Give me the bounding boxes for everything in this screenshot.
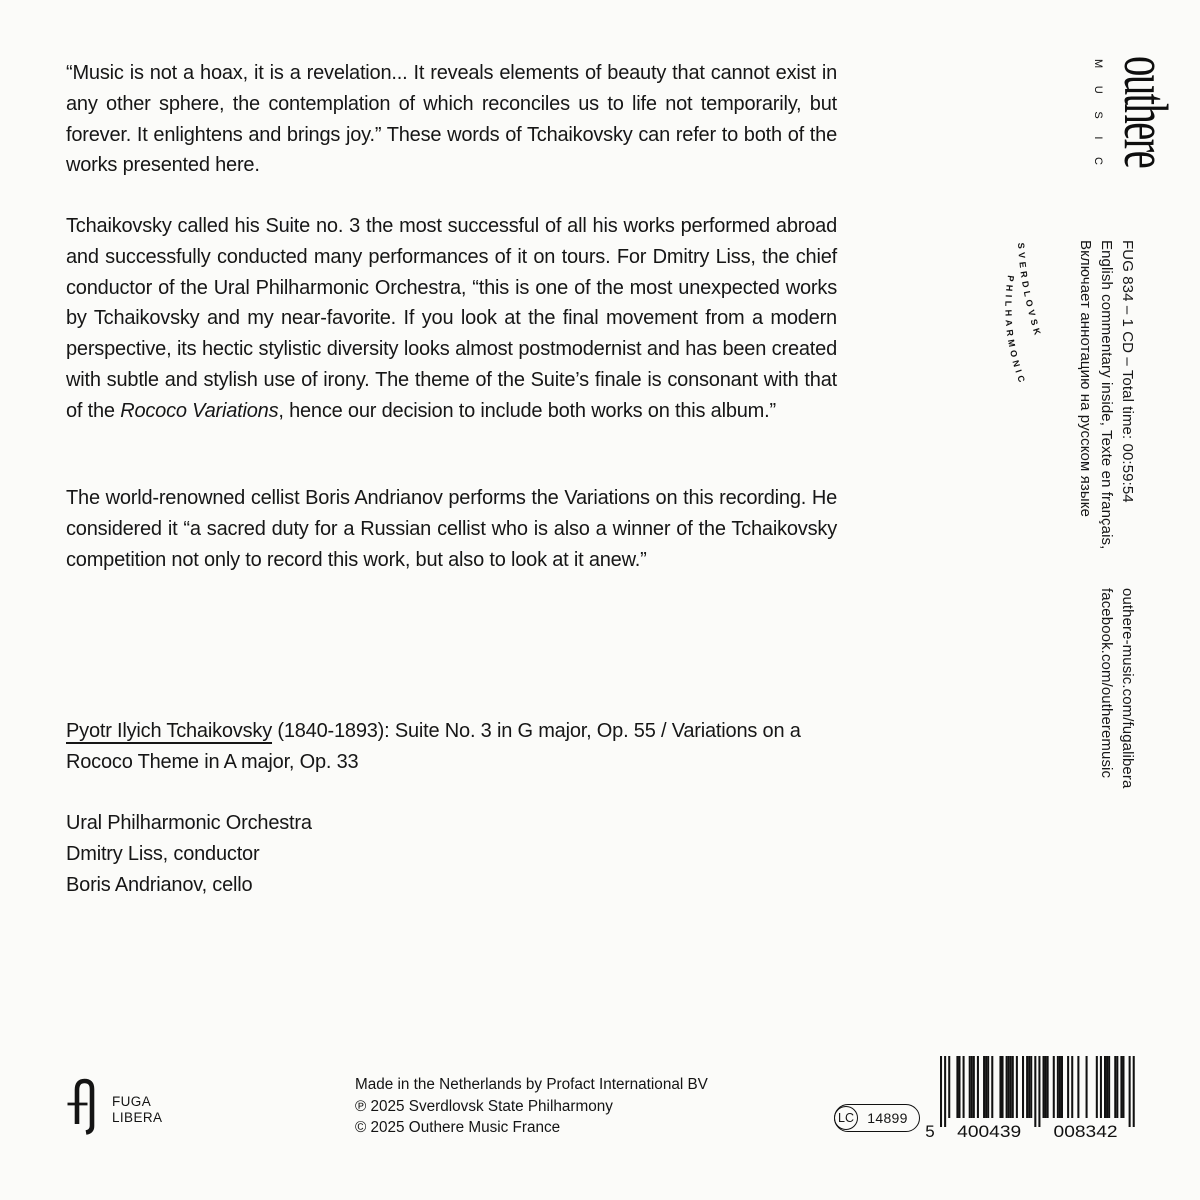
lc-code: LC [838,1111,854,1125]
suite-paragraph [66,211,837,427]
outhere-music-logo [1088,56,1179,216]
music-letter-i: I [1092,136,1104,140]
music-letter-s: S [1092,111,1104,119]
made-in-line: Made in the Netherlands by Profact International BV [355,1076,708,1093]
lc-number: 14899 [867,1110,908,1126]
fuga-libera-label [112,1094,162,1125]
outhere-wordmark: outhere [1111,56,1179,168]
composer-name: Pyotr Ilyich Tchaikovsky [66,720,273,742]
sverdlovsk-arc-text: SVERDLOVSK [1015,242,1044,340]
sverdlovsk-philharmonic-mark [960,225,1070,425]
svg-text:008342: 008342 [1053,1122,1118,1141]
outhere-music-letters [1092,59,1104,165]
fuga-libera-logo-icon [64,1078,100,1136]
lc-circle [834,1106,858,1130]
catalog-number-line: FUG 834 – 1 CD – Total time: 00:59:54 [1119,240,1136,503]
fuga-line: FUGA [112,1094,152,1109]
quote-paragraph: “Music is not a hoax, it is a revelation... It reveals elements of beauty that cannot exist in any other sphere, the contemplation of which reconciles us to life not temporarily, but forever. It enlightens and brings joy.” These words of Tchaikovsky can refer to both of the works presented here. [66,62,837,177]
performer-conductor: Dmitry Liss, conductor [66,842,260,865]
works-title-rest: (1840-1893): Suite No. 3 in G major, Op. 55 / Variations on a Rococo Theme in A major, Op. 33 [66,720,801,773]
libera-line: LIBERA [112,1109,163,1125]
outhere-url: outhere-music.com/fugalibera [1119,588,1136,789]
svg-text:5: 5 [925,1122,935,1141]
rococo-variations-italic: Rococo Variations [120,399,279,422]
russian-note-line: Включает аннотацию на русском языке [1077,240,1094,518]
barcode-svg [922,1056,1138,1142]
works-title [66,716,837,778]
cellist-paragraph: The world-renowned cellist Boris Andrianov performs the Variations on this recording. He considered it “a sacred duty for a Russian cellist who is also a winner of the Tchaikovsky competition not only to record this work, but also to look at it anew.” [66,487,837,571]
svg-text:400439: 400439 [957,1122,1022,1141]
philharmonic-arc-text: PHILHARMONIC [1003,274,1029,387]
facebook-url: facebook.com/outheremusic [1098,588,1115,779]
performers-list [66,808,312,900]
phonogram-line: ℗ 2025 Sverdlovsk State Philharmony [355,1097,613,1115]
suite-paragraph-end: , hence our decision to include both works on this album.” [278,399,776,422]
svg-text:SVERDLOVSK [1016,242,1044,339]
music-letter-m: M [1092,59,1104,69]
web-links [1095,588,1138,828]
suite-paragraph-text: Tchaikovsky called his Suite no. 3 the most successful of all his works performed abroad and successfully conducted many performances of it on tours. For Dmitry Liss, the chief conductor of the Ural Philharmonic Orchestra, “this is one of the most unexpected works by Tchaikovsky and my near-favorite. If you look at the final movement from a modern perspective, its hectic stylistic diversity looks almost postmodernist and has been created with subtle and stylish use of irony. The theme of the Suite’s finale is consonant with that of the [66,215,837,422]
performer-cellist: Boris Andrianov, cello [66,873,253,896]
production-credits [355,1074,735,1139]
copyright-line: © 2025 Outhere Music France [355,1119,561,1137]
lc-badge [834,1104,920,1132]
performer-orchestra: Ural Philharmonic Orchestra [66,812,312,834]
catalog-info [1074,240,1138,562]
music-letter-u: U [1092,85,1104,94]
language-line: English commentary inside, Texte en français, [1098,240,1115,550]
music-letter-c: C [1092,157,1104,165]
